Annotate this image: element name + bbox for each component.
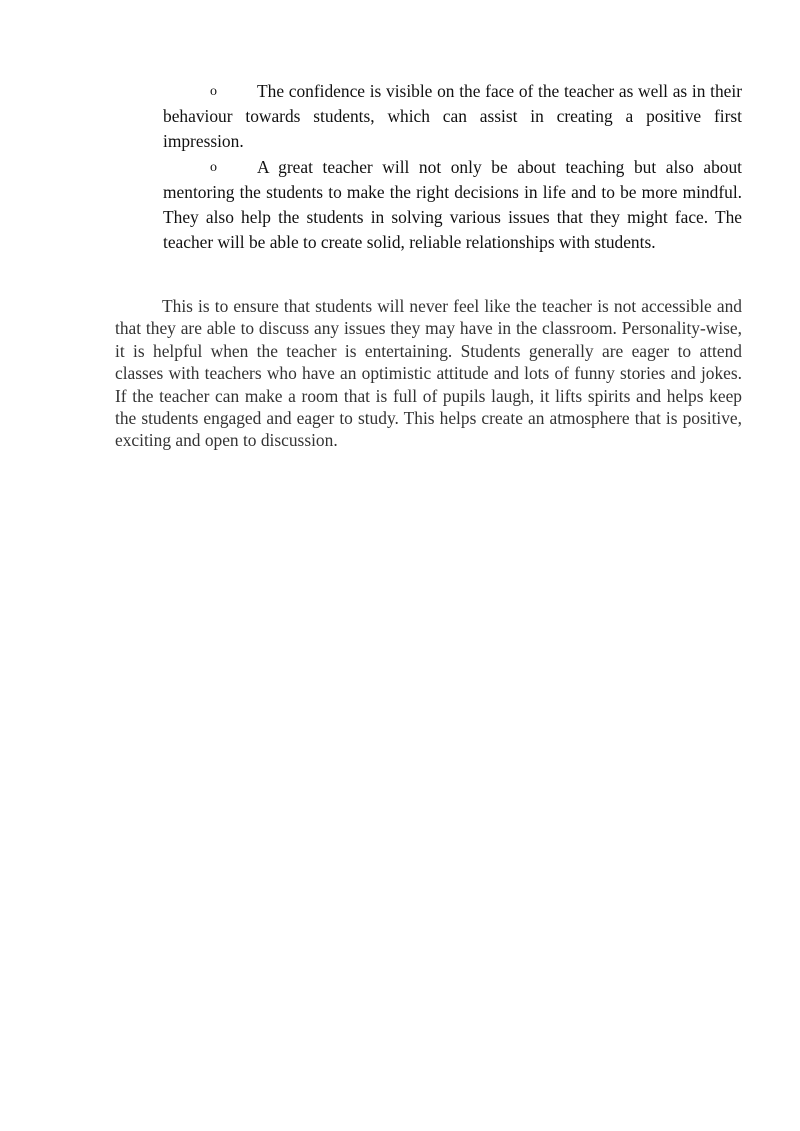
bullet-marker: o [210, 84, 217, 99]
body-paragraph: This is to ensure that students will never feel like the teacher is not accessible and that they are able to discuss any issues they may have in the classroom. Personality-wise, it is helpful when the teacher is entertaining. Students generally are eager to attend classes with teachers who have an optimistic attitude and lots of funny stories and jokes. If the teacher can make a room that is full of pupils laugh, it lifts spirits and helps keep the students engaged and eager to study. This helps create an atmosphere that is positive, exciting and open to discussion. [115, 296, 742, 451]
bullet-text: The confidence is visible on the face of the teacher as well as in their behaviour towards students, which can assist in creating a positive first impression. [163, 81, 742, 152]
bullet-marker: o [210, 159, 217, 175]
bullet-item [163, 79, 742, 155]
bullet-list [163, 79, 742, 255]
bullet-item [163, 155, 742, 256]
bullet-text: A great teacher will not only be about teaching but also about mentoring the students to make the right decisions in life and to be more mindful. They also help the students in solving various issues that they might face. The teacher will be able to create solid, reliable relationships with students. [163, 156, 742, 253]
